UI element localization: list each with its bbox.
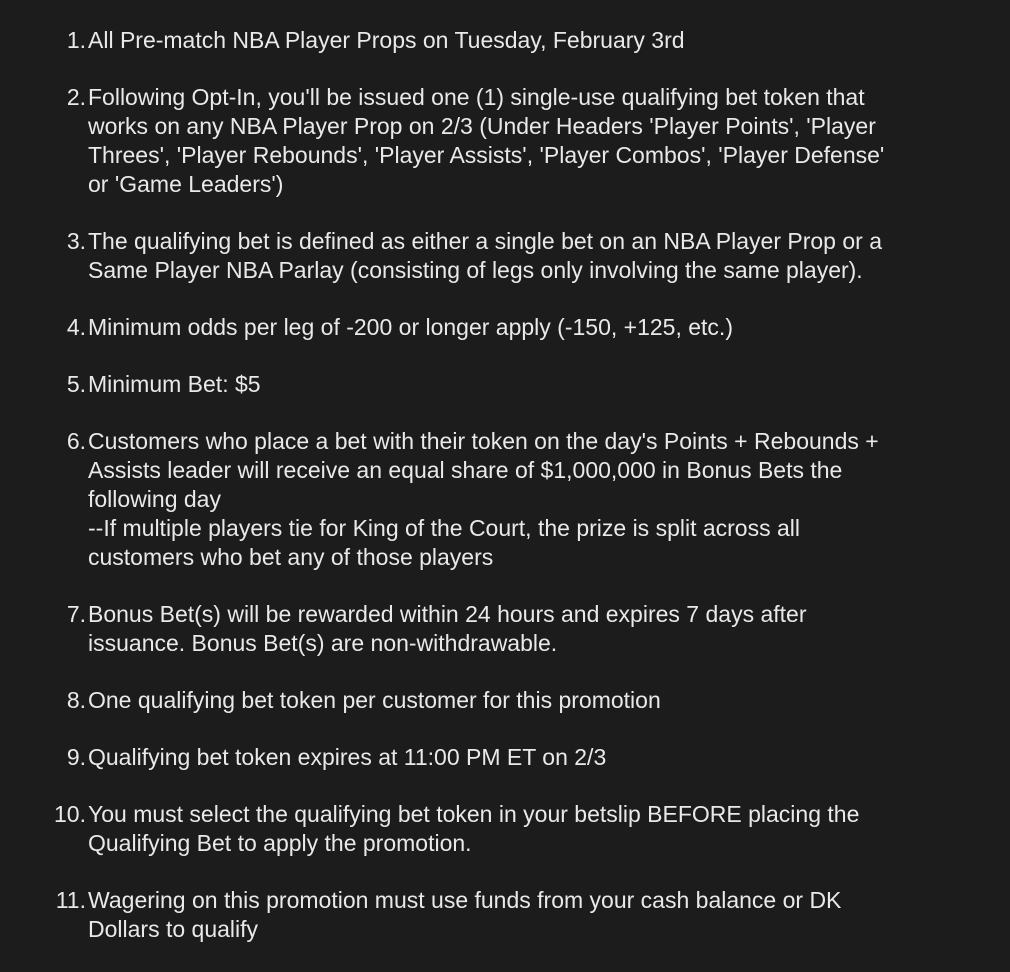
- term-text-line: One qualifying bet token per customer for this promotion: [88, 687, 661, 713]
- term-text-line: Minimum Bet: $5: [88, 371, 261, 397]
- term-number: 4.: [66, 314, 86, 340]
- term-number: 2.: [66, 84, 86, 110]
- term-text-line: Same Player NBA Parlay (consisting of legs only involving the same player).: [88, 257, 863, 283]
- term-text-line: works on any NBA Player Prop on 2/3 (Under Headers 'Player Points', 'Player: [88, 113, 876, 139]
- term-item: [0, 800, 1010, 858]
- term-text-line: Minimum odds per leg of -200 or longer apply (-150, +125, etc.): [88, 314, 733, 340]
- term-text-line: Wagering on this promotion must use funds from your cash balance or DK: [88, 887, 842, 913]
- term-number: 3.: [66, 228, 86, 254]
- term-item: [0, 370, 1010, 399]
- term-text: [88, 743, 960, 772]
- term-text-line: Qualifying bet token expires at 11:00 PM ET on 2/3: [88, 744, 607, 770]
- term-number: 5.: [66, 371, 86, 397]
- term-text: [88, 886, 960, 944]
- term-number: 9.: [66, 744, 86, 770]
- term-text-line: Assists leader will receive an equal share of $1,000,000 in Bonus Bets the: [88, 457, 843, 483]
- term-number: 7.: [66, 601, 86, 627]
- term-item: [0, 313, 1010, 342]
- term-text-line: Threes', 'Player Rebounds', 'Player Assists', 'Player Combos', 'Player Defense': [88, 142, 885, 168]
- term-item: [0, 886, 1010, 944]
- term-text-line: Following Opt-In, you'll be issued one (1) single-use qualifying bet token that: [88, 84, 865, 110]
- term-number: 1.: [66, 27, 86, 53]
- term-text: [88, 686, 960, 715]
- term-item: [0, 427, 1010, 572]
- term-number: 11.: [55, 887, 86, 913]
- term-number: 8.: [66, 687, 86, 713]
- term-text-line: All Pre-match NBA Player Props on Tuesday, February 3rd: [88, 27, 685, 53]
- term-text: [88, 800, 960, 858]
- term-text: [88, 313, 960, 342]
- term-text-line: You must select the qualifying bet token in your betslip BEFORE placing the: [88, 801, 860, 827]
- term-item: [0, 600, 1010, 658]
- promotion-terms-list: [0, 26, 1010, 972]
- term-item: [0, 686, 1010, 715]
- term-text: [88, 427, 960, 572]
- term-number: 10.: [54, 801, 86, 827]
- term-text-line: customers who bet any of those players: [88, 544, 494, 570]
- term-text: [88, 370, 960, 399]
- term-text: [88, 83, 960, 199]
- term-text-line: following day: [88, 486, 221, 512]
- term-item: [0, 26, 1010, 55]
- term-text-line: Bonus Bet(s) will be rewarded within 24 hours and expires 7 days after: [88, 601, 807, 627]
- term-item: [0, 227, 1010, 285]
- term-item: [0, 83, 1010, 199]
- term-number: 6.: [66, 428, 86, 454]
- term-text: [88, 26, 960, 55]
- term-text-line: Customers who place a bet with their token on the day's Points + Rebounds +: [88, 428, 879, 454]
- term-text-line: or 'Game Leaders'): [88, 171, 284, 197]
- term-text-line: --If multiple players tie for King of the Court, the prize is split across all: [88, 515, 801, 541]
- term-text: [88, 600, 960, 658]
- term-item: [0, 743, 1010, 772]
- term-text-line: Qualifying Bet to apply the promotion.: [88, 830, 472, 856]
- term-text: [88, 227, 960, 285]
- term-text-line: Dollars to qualify: [88, 916, 259, 942]
- term-text-line: The qualifying bet is defined as either a single bet on an NBA Player Prop or a: [88, 228, 882, 254]
- term-text-line: issuance. Bonus Bet(s) are non-withdrawable.: [88, 630, 558, 656]
